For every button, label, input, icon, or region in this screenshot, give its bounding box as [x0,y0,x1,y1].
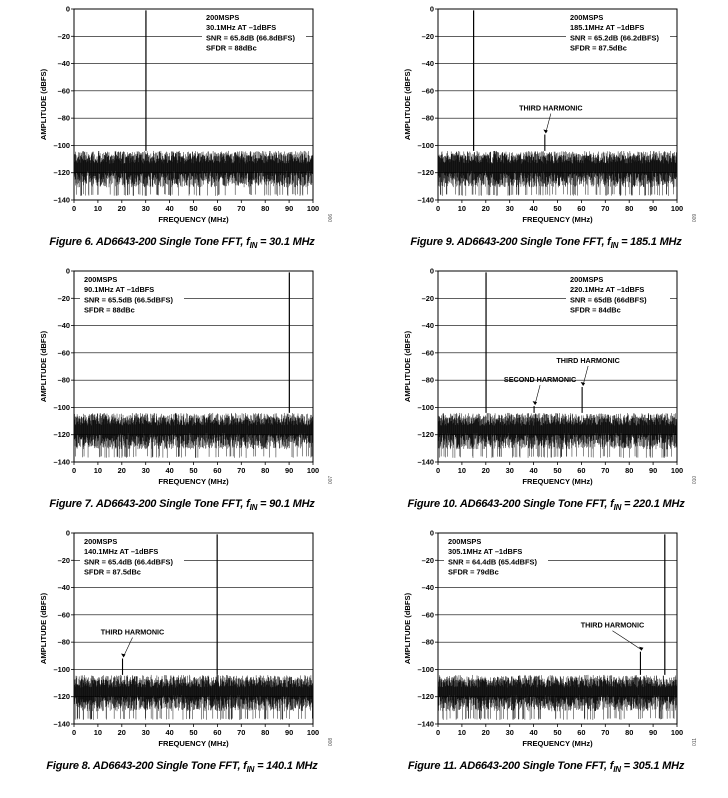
spur-label: THIRD HARMONIC [100,627,165,637]
x-tick-label: 90 [648,204,658,213]
y-tick-label: –80 [57,375,70,385]
legend-entry: SNR = 65.5dB (66.5dBFS) [84,295,173,305]
fft-panel-fig9 [364,0,728,266]
arrow-icon [543,130,548,134]
fft-chart [0,0,364,236]
y-tick-label: –140 [53,195,70,205]
y-tick-label: –40 [421,59,434,69]
x-tick-label: 80 [625,466,634,475]
legend-entry: SNR = 65.8dB (66.8dBFS) [206,33,295,43]
figure-caption: Figure 6. AD6643-200 Single Tone FFT, $f_{IN} = 30.1$ MHz [49,236,315,251]
x-tick-label: 70 [601,466,610,475]
y-tick-label: –40 [57,59,70,69]
x-axis-label: FREQUENCY (MHz) [158,215,229,224]
x-tick-label: 80 [261,728,270,737]
noise-floor [438,413,677,458]
y-tick-label: –20 [421,555,434,565]
x-tick-label: 50 [189,728,198,737]
legend-entry: SFDR = 87.5dBc [570,43,627,53]
y-tick-label: –120 [417,168,434,178]
noise-floor [74,675,313,720]
x-tick-label: 100 [306,204,320,213]
figure-code: 009 [692,213,698,223]
spur-leader [546,114,551,133]
y-tick-label: –80 [57,637,70,647]
x-tick-label: 30 [505,728,514,737]
x-tick-label: 60 [213,728,222,737]
fft-chart [364,0,728,236]
legend-entry: SFDR = 88dBc [206,43,257,53]
fft-chart [0,262,364,498]
fft-panel-fig8 [0,524,364,790]
y-tick-label: –100 [417,140,434,150]
legend-entry: 200MSPS [84,275,118,284]
y-tick-label: –120 [417,692,434,702]
x-axis-label: FREQUENCY (MHz) [522,215,593,224]
spur-leader [583,366,588,385]
figure-code: 006 [328,213,334,223]
spur-label: SECOND HARMONIC [503,375,577,385]
x-tick-label: 50 [553,728,562,737]
legend-entry: 200MSPS [570,13,604,22]
y-tick-label: 0 [429,4,434,14]
noise-floor [74,151,313,196]
y-tick-label: –80 [421,375,434,385]
x-tick-label: 80 [261,466,270,475]
fft-panel-fig6 [0,0,364,266]
y-axis-label: AMPLITUDE (dBFS) [39,330,48,403]
y-tick-label: –40 [57,583,70,593]
y-tick-label: –80 [421,113,434,123]
x-tick-label: 60 [213,204,222,213]
fft-chart [0,524,364,760]
fft-chart [364,524,728,760]
y-tick-label: –120 [53,430,70,440]
y-axis-label: AMPLITUDE (dBFS) [39,592,48,665]
x-tick-label: 60 [213,466,222,475]
x-tick-label: 30 [505,466,514,475]
y-tick-label: –140 [417,719,434,729]
x-axis-label: FREQUENCY (MHz) [522,477,593,486]
y-axis-label: AMPLITUDE (dBFS) [403,68,412,141]
x-tick-label: 20 [117,466,126,475]
y-tick-label: –140 [417,195,434,205]
legend-entry: 200MSPS [84,537,118,546]
legend-entry: 200MSPS [206,13,240,22]
arrow-icon [533,401,538,405]
fft-chart [364,262,728,498]
x-tick-label: 40 [165,204,174,213]
y-tick-label: –60 [421,86,434,96]
y-tick-label: –100 [53,140,70,150]
legend-entry: SNR = 64.4dB (65.4dBFS) [448,557,537,567]
x-tick-label: 60 [577,466,586,475]
x-tick-label: 10 [457,728,467,737]
x-tick-label: 10 [93,728,103,737]
legend-entry: 30.1MHz AT –1dBFS [206,23,277,33]
x-tick-label: 90 [648,466,658,475]
legend-entry: 200MSPS [570,275,604,284]
y-tick-label: 0 [65,528,70,538]
x-tick-label: 90 [648,728,658,737]
y-tick-label: –100 [417,664,434,674]
figure-code: 007 [328,475,334,485]
y-tick-label: –40 [421,583,434,593]
x-tick-label: 40 [529,466,538,475]
spur-label: THIRD HARMONIC [556,355,620,365]
x-tick-label: 30 [505,204,514,213]
y-tick-label: –120 [53,692,70,702]
x-tick-label: 70 [601,204,610,213]
y-axis-label: AMPLITUDE (dBFS) [39,68,48,141]
x-tick-label: 20 [117,728,126,737]
x-tick-label: 50 [189,466,198,475]
spur-leader [535,385,540,404]
legend-entry: SFDR = 84dBc [570,305,621,315]
y-tick-label: –20 [421,293,434,303]
spur-label: THIRD HARMONIC [519,103,583,113]
figure-code: 008 [328,737,334,747]
y-tick-label: –20 [421,31,434,41]
x-tick-label: 40 [165,466,174,475]
y-tick-label: –20 [57,555,70,565]
legend-entry: 200MSPS [448,537,482,546]
x-tick-label: 70 [237,204,246,213]
legend-entry: SFDR = 87.5dBc [84,567,141,577]
x-axis-label: FREQUENCY (MHz) [522,739,593,748]
x-tick-label: 80 [625,204,634,213]
x-axis-label: FREQUENCY (MHz) [158,739,229,748]
x-tick-label: 100 [670,466,684,475]
x-tick-label: 80 [625,728,634,737]
x-tick-label: 90 [284,204,294,213]
y-tick-label: –80 [57,113,70,123]
y-axis-label: AMPLITUDE (dBFS) [403,592,412,665]
x-tick-label: 0 [435,728,441,737]
legend-entry: 90.1MHz AT –1dBFS [84,285,155,295]
y-tick-label: 0 [65,266,70,276]
y-tick-label: –140 [53,457,70,467]
legend-entry: 305.1MHz AT –1dBFS [448,547,523,557]
x-tick-label: 40 [529,728,538,737]
y-tick-label: –40 [421,321,434,331]
x-tick-label: 40 [165,728,174,737]
legend-entry: SFDR = 79dBc [448,567,499,577]
x-tick-label: 30 [141,204,150,213]
y-tick-label: –120 [417,430,434,440]
y-tick-label: –40 [57,321,70,331]
y-axis-label: AMPLITUDE (dBFS) [403,330,412,403]
y-tick-label: –100 [417,402,434,412]
x-tick-label: 20 [481,728,490,737]
x-tick-label: 10 [457,204,467,213]
x-tick-label: 20 [481,204,490,213]
y-tick-label: –20 [57,293,70,303]
x-tick-label: 0 [435,204,441,213]
figure-caption: Figure 11. AD6643-200 Single Tone FFT, $f_{IN} = 305.1$ MHz [407,760,685,775]
x-tick-label: 90 [284,728,294,737]
y-tick-label: –60 [57,86,70,96]
spur-label: THIRD HARMONIC [580,620,645,630]
fft-panel-fig11 [364,524,728,790]
y-tick-label: –60 [57,610,70,620]
y-tick-label: –60 [421,610,434,620]
fft-panel-fig7 [0,262,364,528]
legend-entry: SNR = 65.4dB (66.4dBFS) [84,557,173,567]
y-tick-label: –20 [57,31,70,41]
x-tick-label: 80 [261,204,270,213]
figure-caption: Figure 9. AD6643-200 Single Tone FFT, $f_{IN} = 185.1$ MHz [410,236,682,251]
x-tick-label: 10 [93,466,103,475]
x-tick-label: 20 [481,466,490,475]
x-tick-label: 0 [71,728,77,737]
noise-floor [438,675,677,720]
x-tick-label: 100 [670,204,684,213]
fft-panel-fig10 [364,262,728,528]
x-tick-label: 30 [141,466,150,475]
legend-entry: 220.1MHz AT –1dBFS [570,285,645,295]
x-axis-label: FREQUENCY (MHz) [158,477,229,486]
x-tick-label: 0 [71,204,77,213]
legend-entry: SFDR = 88dBc [84,305,135,315]
x-tick-label: 60 [577,204,586,213]
spur-leader [612,631,641,650]
arrow-icon [581,382,586,386]
figure-caption: Figure 7. AD6643-200 Single Tone FFT, $f_{IN} = 90.1$ MHz [49,498,315,513]
figure-code: 010 [692,475,698,485]
y-tick-label: 0 [429,266,434,276]
legend-entry: SNR = 65dB (66dBFS) [570,295,647,305]
x-tick-label: 20 [117,204,126,213]
x-tick-label: 60 [577,728,586,737]
noise-floor [438,151,677,196]
y-tick-label: –120 [53,168,70,178]
x-tick-label: 90 [284,466,294,475]
x-tick-label: 10 [93,204,103,213]
spur-leader [124,638,133,657]
legend-entry: 185.1MHz AT –1dBFS [570,23,645,33]
y-tick-label: 0 [429,528,434,538]
y-tick-label: 0 [65,4,70,14]
figure-code: 011 [692,738,698,746]
x-tick-label: 70 [237,466,246,475]
y-tick-label: –140 [53,719,70,729]
x-tick-label: 10 [457,466,467,475]
x-tick-label: 70 [601,728,610,737]
y-tick-label: –100 [53,664,70,674]
y-tick-label: –80 [421,637,434,647]
x-tick-label: 50 [553,204,562,213]
x-tick-label: 0 [435,466,441,475]
y-tick-label: –60 [57,348,70,358]
noise-floor [74,413,313,458]
x-tick-label: 50 [189,204,198,213]
legend-entry: 140.1MHz AT –1dBFS [84,547,159,557]
x-tick-label: 30 [141,728,150,737]
x-tick-label: 100 [306,466,320,475]
figure-caption: Figure 8. AD6643-200 Single Tone FFT, $f_{IN} = 140.1$ MHz [46,760,318,775]
x-tick-label: 100 [306,728,320,737]
y-tick-label: –140 [417,457,434,467]
figure-caption: Figure 10. AD6643-200 Single Tone FFT, $f_{IN} = 220.1$ MHz [407,498,685,513]
x-tick-label: 50 [553,466,562,475]
y-tick-label: –60 [421,348,434,358]
legend-entry: SNR = 65.2dB (66.2dBFS) [570,33,659,43]
y-tick-label: –100 [53,402,70,412]
x-tick-label: 70 [237,728,246,737]
x-tick-label: 0 [71,466,77,475]
x-tick-label: 100 [670,728,684,737]
x-tick-label: 40 [529,204,538,213]
